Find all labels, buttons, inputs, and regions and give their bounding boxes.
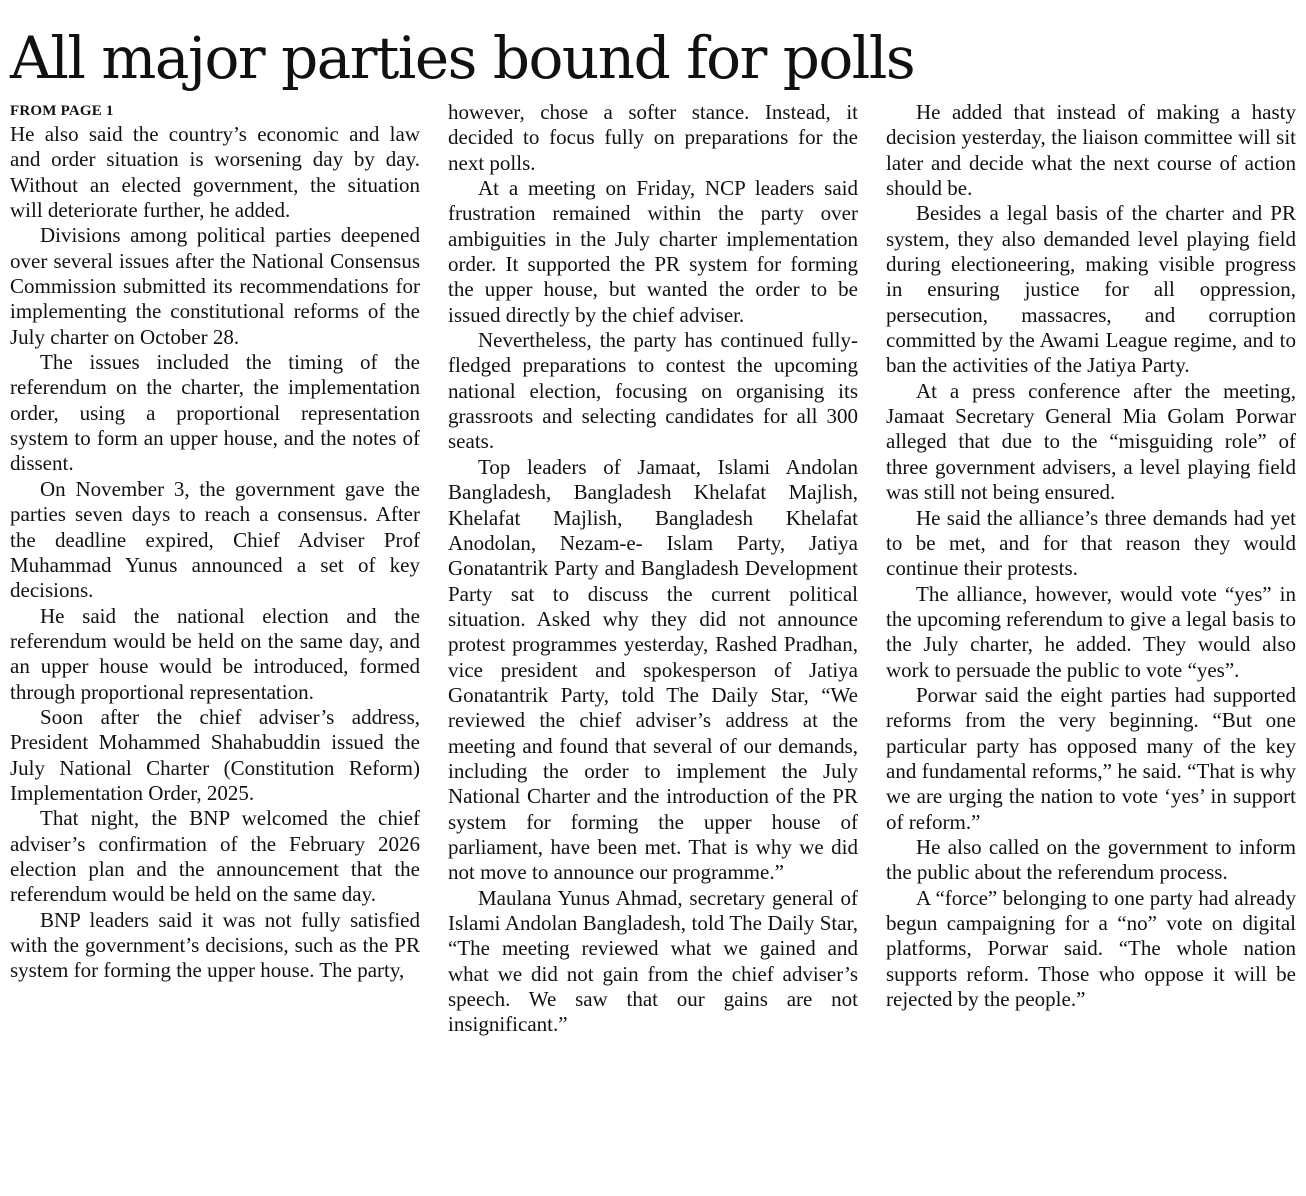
paragraph: Nevertheless, the party has continued fully-fledged preparations to contest the upcoming national election, focusing on organising its grassroots and selecting candidates for all 300 seats. [448,328,858,454]
paragraph: however, chose a softer stance. Instead, it decided to focus fully on preparations for the next polls. [448,100,858,175]
paragraph: He also said the country’s economic and law and order situation is worsening day by day. Without an elected government, the situation will deteriorate further, he added. [10,122,420,223]
paragraph: At a meeting on Friday, NCP leaders said frustration remained within the party over ambiguities in the July charter implementation order. It supported the PR system for forming the upper house, but wanted the order to be issued directly by the chief adviser. [448,176,858,327]
paragraph: He said the national election and the referendum would be held on the same day, and an upper house would be introduced, formed through proportional representation. [10,603,420,704]
headline: All major parties bound for polls [10,24,915,92]
paragraph: He said the alliance’s three demands had yet to be met, and for that reason they would continue their protests. [886,505,1296,581]
paragraph: Soon after the chief adviser’s address, President Mohammed Shahabuddin issued the July National Charter (Constitution Reform) Implementation Order, 2025. [10,704,420,805]
article-column-3 [886,100,1296,1012]
paragraph: The issues included the timing of the referendum on the charter, the implementation order, using a proportional representation system to form an upper house, and the notes of dissent. [10,350,420,476]
paragraph: Porwar said the eight parties had supported reforms from the very beginning. “But one particular party has opposed many of the key and fundamental reforms,” he said. “That is why we are urging the nation to vote ‘yes’ in support of reform.” [886,682,1296,834]
paragraph: At a press conference after the meeting, Jamaat Secretary General Mia Golam Porwar alleged that due to the “misguiding role” of three government advisers, a level playing field was still not being ensured. [886,378,1296,505]
continuation-kicker: FROM PAGE 1 [10,103,114,119]
paragraph: BNP leaders said it was not fully satisfied with the government’s decisions, such as the PR system for forming the upper house. The party, [10,907,420,983]
article-column-1 [10,100,420,984]
paragraph: He added that instead of making a hasty decision yesterday, the liaison committee will sit later and decide what the next course of action should be. [886,100,1296,201]
paragraph: A “force” belonging to one party had already begun campaigning for a “no” vote on digital platforms, Porwar said. “The whole nation supports reform. Those who oppose it will be rejected by the people.” [886,885,1296,1012]
paragraph: He also called on the government to inform the public about the referendum process. [886,834,1296,885]
paragraph: Top leaders of Jamaat, Islami Andolan Bangladesh, Bangladesh Khelafat Majlish, Khelafat Majlish, Bangladesh Khelafat Anodolan, Nezam-e- Islam Party, Jatiya Gonatantrik Party and Bangladesh Development Party sat to discuss the current political situation. Asked why they did not announce protest programmes yesterday, Rashed Pradhan, vice president and spokesperson of Jatiya Gonatantrik Party, told The Daily Star, “We reviewed the chief adviser’s address at the meeting and found that several of our demands, including the order to implement the July National Charter and the introduction of the PR system for forming the upper house of parliament, have been met. That is why we did not move to announce our programme.” [448,454,858,885]
paragraph: The alliance, however, would vote “yes” in the upcoming referendum to give a legal basis to the July charter, he added. They would also work to persuade the public to vote “yes”. [886,581,1296,682]
article-column-2 [448,100,858,1038]
paragraph: Maulana Yunus Ahmad, secretary general of Islami Andolan Bangladesh, told The Daily Star, “The meeting reviewed what we gained and what we did not gain from the chief adviser’s speech. We saw that our gains are not insignificant.” [448,885,858,1037]
paragraph: On November 3, the government gave the parties seven days to reach a consensus. After the deadline expired, Chief Adviser Prof Muhammad Yunus announced a set of key decisions. [10,476,420,603]
paragraph: Besides a legal basis of the charter and PR system, they also demanded level playing field during electioneering, making visible progress in ensuring justice for all oppression, persecution, massacres, and corruption committed by the Awami League regime, and to ban the activities of the Jatiya Party. [886,201,1296,378]
paragraph: That night, the BNP welcomed the chief adviser’s confirmation of the February 2026 election plan and the announcement that the referendum would be held on the same day. [10,806,420,907]
paragraph: Divisions among political parties deepened over several issues after the National Consensus Commission submitted its recommendations for implementing the constitutional reforms of the July charter on October 28. [10,223,420,349]
